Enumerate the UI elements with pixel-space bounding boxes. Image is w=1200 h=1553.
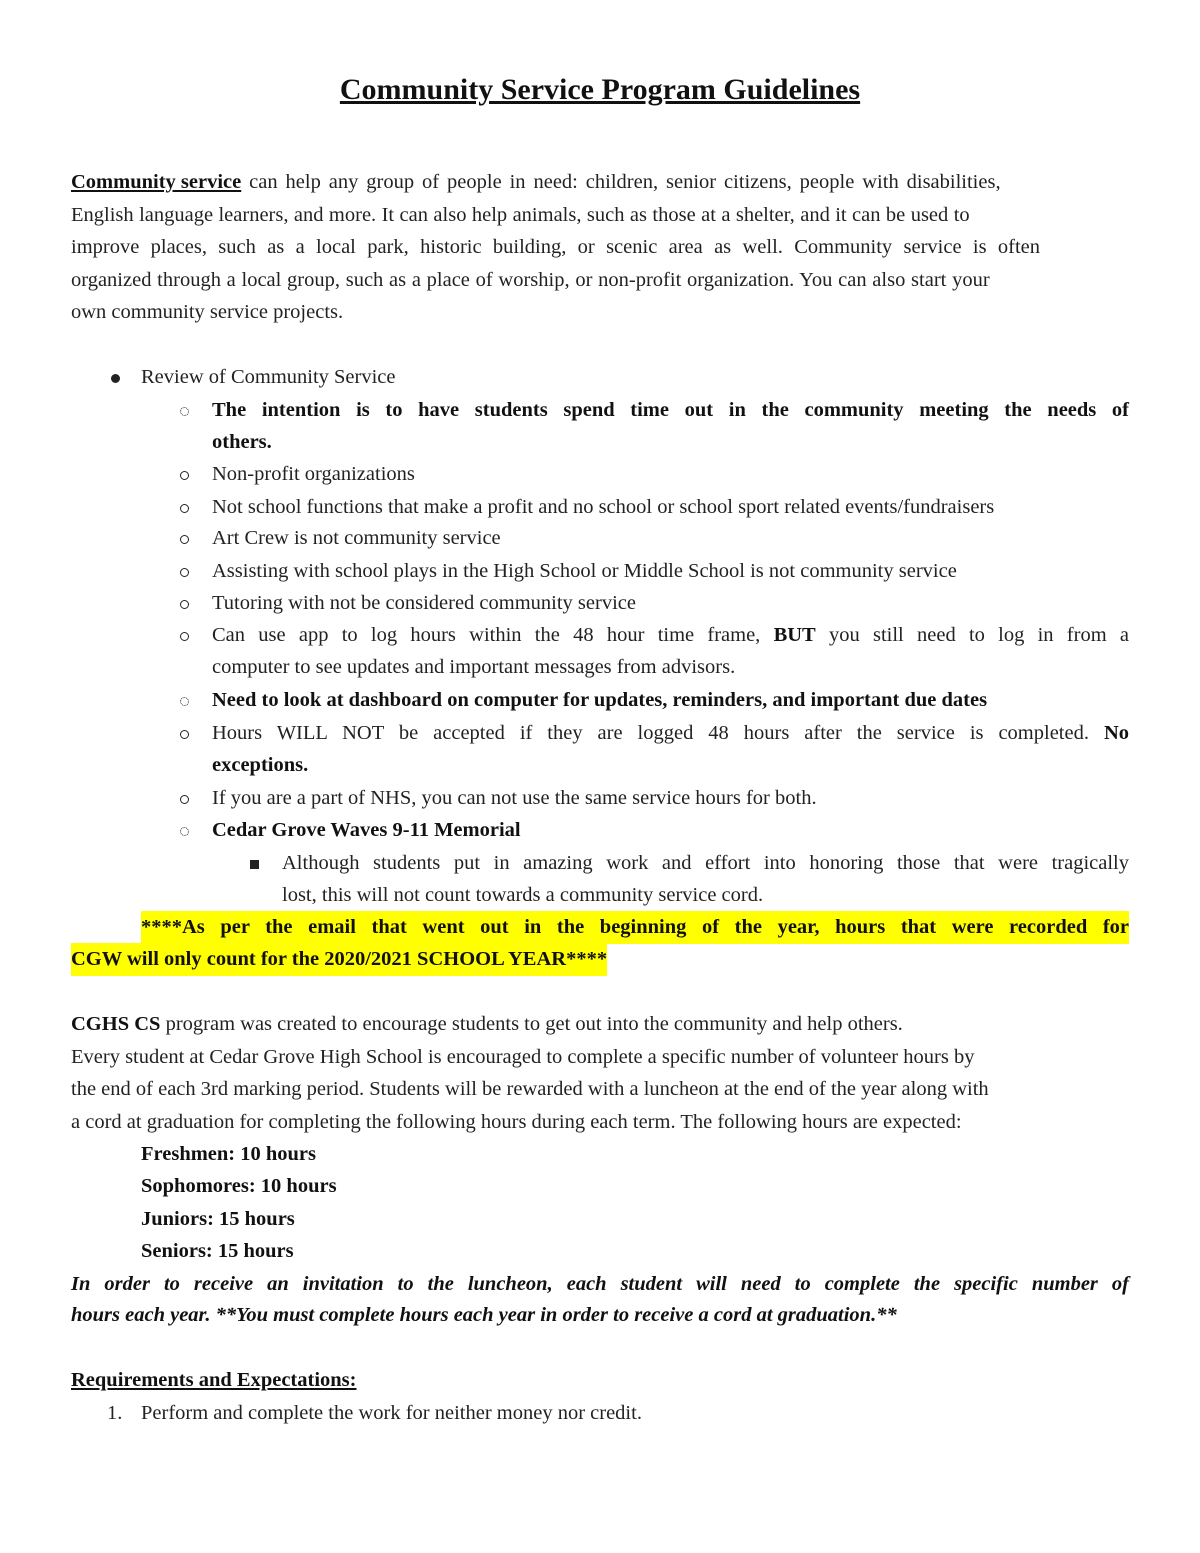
square-bullet-icon (244, 847, 264, 880)
circle-bullet-icon (174, 458, 194, 491)
circle-bullet-icon (174, 522, 194, 555)
document-page: Community Service Program Guidelines Community service can help any group of people in need: children, senior citizens, people with disabilities, English language learners, and more. It can also help animals, such as those at a shelter, and it can be used to improve places, such as a local park, historic building, or scenic area as well. Community service is often organized through a local group, such as a place of worship, or non-profit organization. You can also start your own community service projects. Review of Community Service The intention is to have students spend time out in the community meeting the needs of others. Non-profit organizations Not school functions that make a profit and no school or school sport related events/fundraisers Art Crew is not community service Assisting with school plays in the High School or Middle School is not community service Tutoring with not be considered community service Can use app to log hours within the 48 hour time frame, BUT you still need to log in from a computer to see updates and important messages from advisors. Need to look at dashboard on computer for updates, reminders, and important due dates Hours WILL NOT be accepted if they are logged 48 hours after the service is completed. No exceptions. If you are a part of NHS, you can not use the same service hours for both. Cedar Grove Waves 9-11 Memorial Although students put in amazing work and effort into honoring those that were tragically lost, this will not count towards a community service cord. ****As per the email that went out in the beginning of the year, hours that were recorded for CGW will only count for the 2020/2021 SCHOOL YEAR**** CGHS CS program was created to encourage students to get out into the community and help others. Every student at Cedar Grove High School is encouraged to complete a specific number of volunteer hours by the end of each 3rd marking period. Students will be rewarded with a luncheon at the end of the year along with a cord at graduation for completing the following hours during each term. The following hours are expected: Freshmen: 10 hours Sophomores: 10 hours Juniors: 15 hours Seniors: 15 hours In order to receive an invitation to the luncheon, each student will need to complete the specific number of hours each year. **You must complete hours each year in order to receive a cord at graduation.** Requirements and Expectations: 1. Perform and complete the work for neither money nor credit. (0, 0, 1200, 1553)
circle-bullet-icon (174, 555, 194, 588)
review-heading: Review of Community Service (141, 366, 396, 388)
term-community-service: Community service (71, 171, 242, 193)
disc-bullet-icon (105, 361, 125, 394)
circle-bullet-icon (174, 717, 194, 750)
circle-bullet-icon (174, 619, 194, 652)
intro-line-4: organized through a local group, such as a place of worship, or non-profit organization. You can also start your (71, 268, 990, 291)
circle-bullet-icon (174, 814, 194, 847)
page-title: Community Service Program Guidelines (339, 73, 861, 106)
intro-line-2: English language learners, and more. It can also help animals, such as those at a shelter, and it can be used to (71, 203, 970, 226)
intro-line-3: improve places, such as a local park, historic building, or scenic area as well. Community service is often (71, 236, 1040, 259)
circle-bullet-icon (174, 491, 194, 524)
intro-line-1 (71, 166, 1129, 199)
circle-bullet-icon (174, 684, 194, 717)
circle-bullet-icon (174, 587, 194, 620)
intro-text: can help any group of people in need: children, senior citizens, people with disabilities, (241, 171, 1001, 193)
requirements-heading: Requirements and Expectations: (71, 1369, 357, 1391)
circle-bullet-icon (174, 782, 194, 815)
intro-line-5: own community service projects. (71, 301, 344, 324)
circle-bullet-icon (174, 394, 194, 427)
